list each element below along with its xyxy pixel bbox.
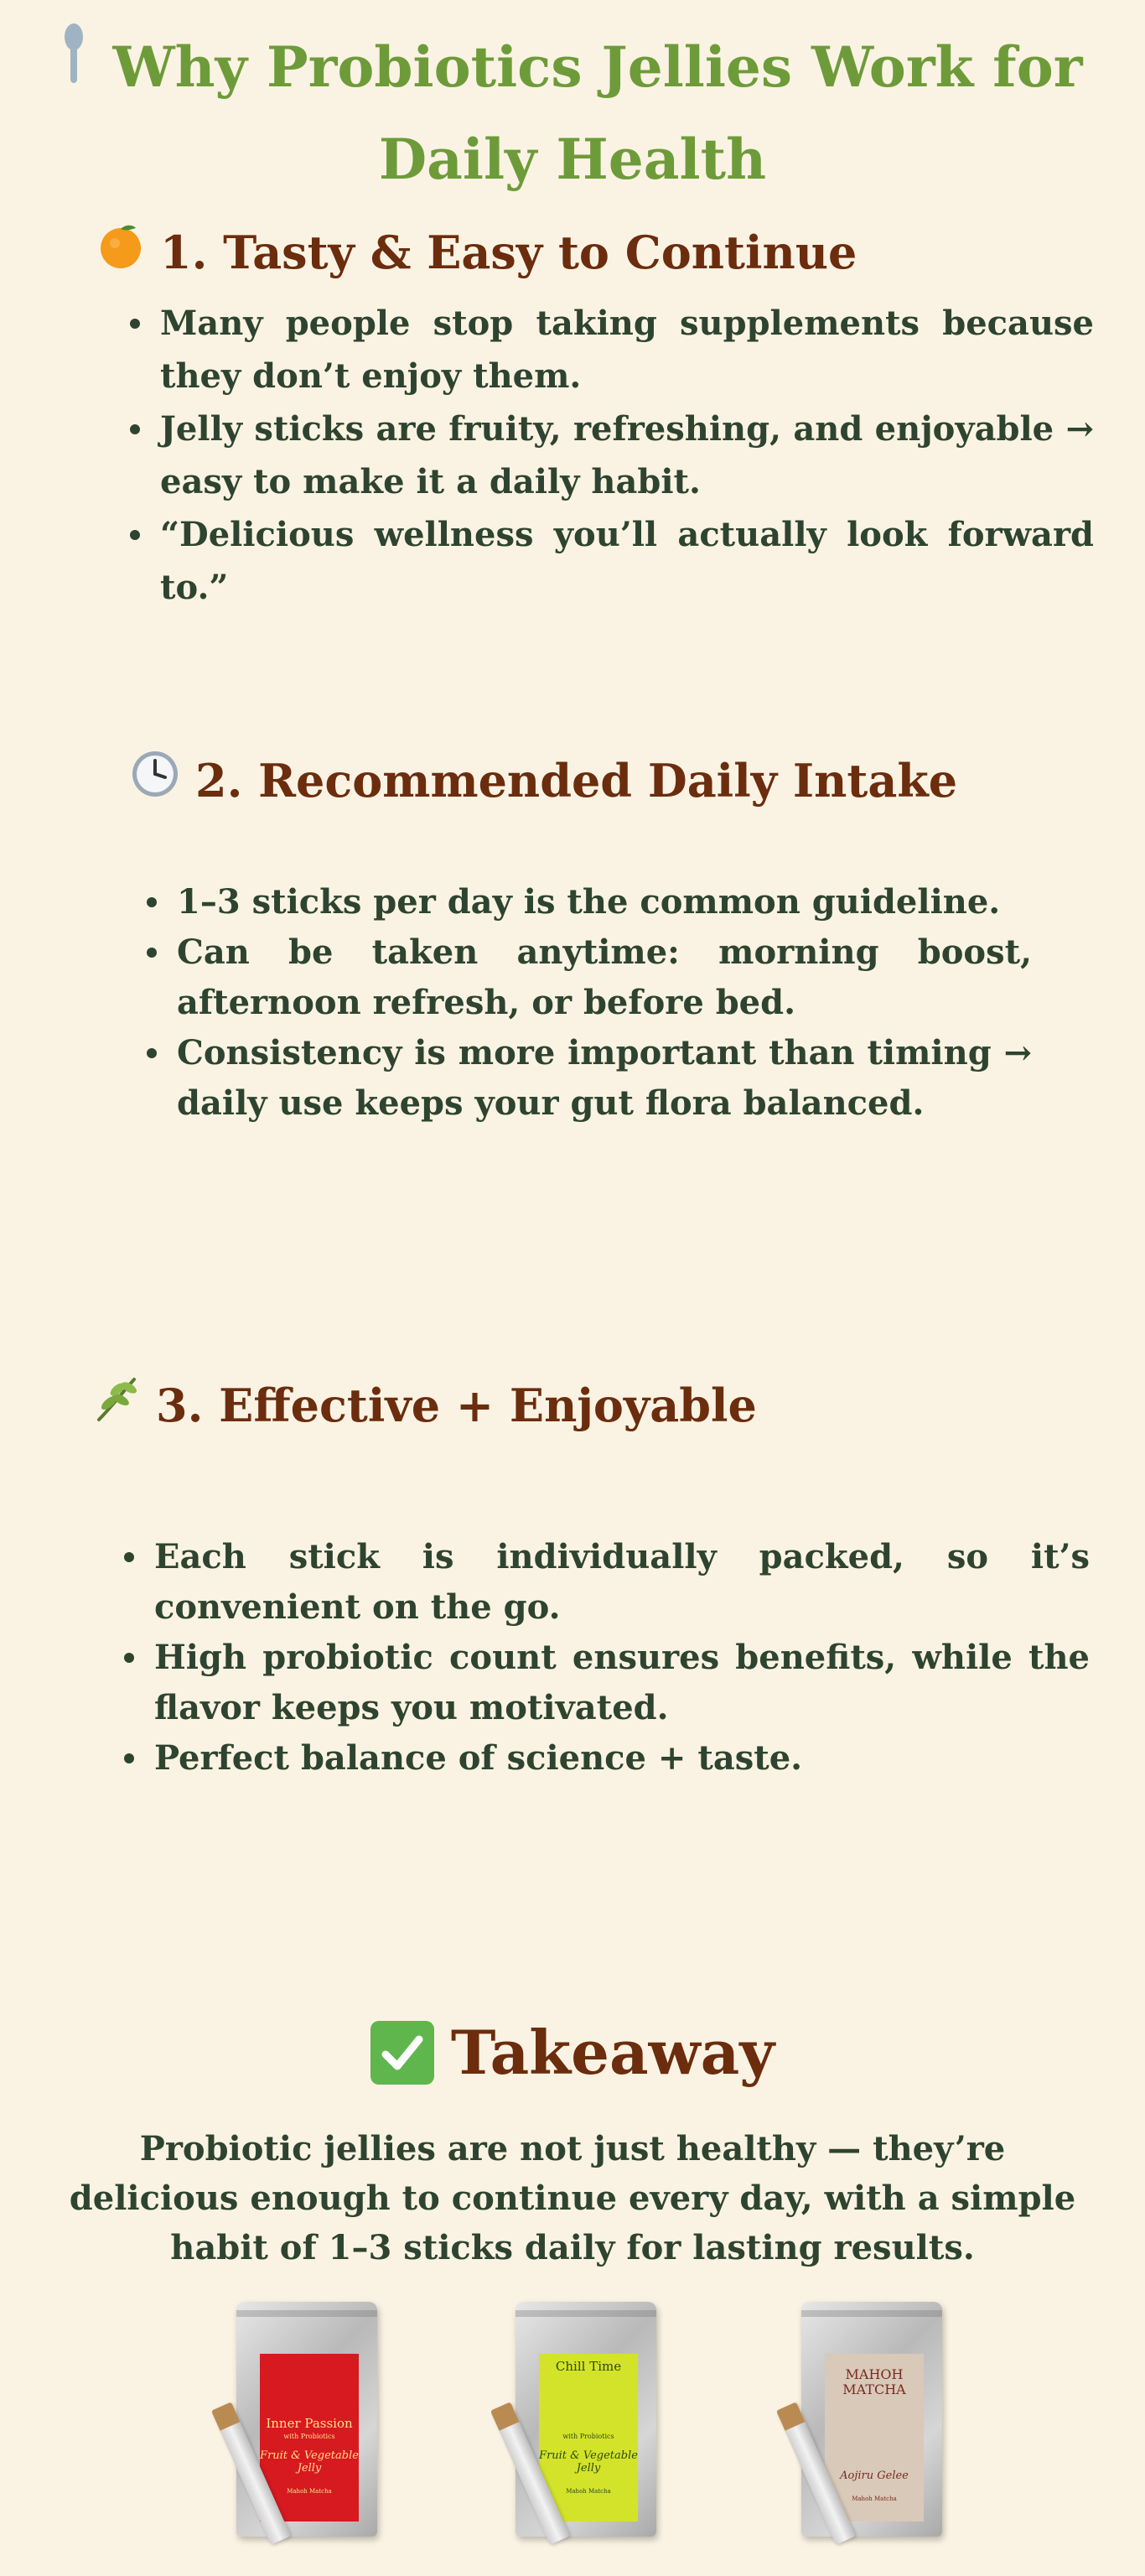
check-icon bbox=[370, 2021, 434, 2085]
list-item: High probiotic count ensures benefits, while the flavor keeps you motivated. bbox=[124, 1633, 1090, 1733]
page-title bbox=[0, 23, 1145, 203]
product-image bbox=[194, 2302, 396, 2549]
list-item: Perfect balance of science + taste. bbox=[124, 1733, 1090, 1784]
product-type: Fruit & Vegetable Jelly bbox=[260, 2449, 359, 2475]
product-type: Fruit & Vegetable Jelly bbox=[539, 2449, 638, 2475]
list-item: 1–3 sticks per day is the common guideline. bbox=[147, 877, 1032, 927]
herb-icon bbox=[94, 1374, 141, 1437]
list-item: Jelly sticks are fruity, refreshing, and enjoyable → easy to make it a daily habit. bbox=[130, 402, 1094, 508]
product-maker: Mahoh Matcha bbox=[566, 2488, 611, 2495]
product-maker: Mahoh Matcha bbox=[852, 2496, 897, 2502]
list-item: Many people stop taking supplements because they don’t enjoy them. bbox=[130, 297, 1094, 402]
title-line-2: Daily Health bbox=[378, 127, 767, 192]
spoon-icon bbox=[63, 22, 85, 109]
product-subtitle: with Probiotics bbox=[283, 2433, 335, 2440]
takeaway-text: Probiotic jellies are not just healthy — they’re delicious enough to continue every day, with a simple habit of 1–3 sticks daily for lasting results. bbox=[69, 2129, 1076, 2267]
product-type: Aojiru Gelee bbox=[840, 2470, 909, 2482]
product-image bbox=[474, 2302, 675, 2549]
product-name: Chill Time bbox=[555, 2359, 622, 2374]
takeaway-title: Takeaway bbox=[450, 2017, 775, 2088]
title-line-1: Why Probiotics Jellies Work for bbox=[112, 34, 1083, 100]
section-1-list bbox=[130, 297, 1094, 614]
section-3-heading bbox=[94, 1375, 757, 1441]
section-1-title: 1. Tasty & Easy to Continue bbox=[160, 226, 857, 279]
takeaway-heading bbox=[0, 2012, 1145, 2093]
list-item: Consistency is more important than timing → daily use keeps your gut flora balanced. bbox=[147, 1028, 1032, 1129]
list-item: “Delicious wellness you’ll actually look forward to.” bbox=[130, 508, 1094, 614]
section-3-title: 3. Effective + Enjoyable bbox=[156, 1379, 757, 1432]
product-subtitle: with Probiotics bbox=[562, 2433, 614, 2440]
list-item: Can be taken anytime: morning boost, afternoon refresh, or before bed. bbox=[147, 927, 1032, 1028]
product-name: MAHOH MATCHA bbox=[842, 2366, 906, 2397]
section-3-list bbox=[124, 1532, 1090, 1784]
product-image bbox=[759, 2302, 961, 2549]
section-2-heading bbox=[130, 750, 957, 817]
product-label bbox=[539, 2354, 638, 2521]
section-2-title: 2. Recommended Daily Intake bbox=[195, 754, 958, 808]
section-2-list bbox=[147, 877, 1032, 1129]
product-name: Inner Passion bbox=[266, 2416, 353, 2431]
product-label bbox=[825, 2354, 924, 2521]
product-label bbox=[260, 2354, 359, 2521]
list-item: Each stick is individually packed, so it’s convenient on the go. bbox=[124, 1532, 1090, 1633]
product-maker: Mahoh Matcha bbox=[287, 2488, 332, 2495]
clock-icon bbox=[130, 749, 180, 813]
orange-icon bbox=[96, 221, 145, 284]
section-1-heading bbox=[96, 222, 857, 288]
